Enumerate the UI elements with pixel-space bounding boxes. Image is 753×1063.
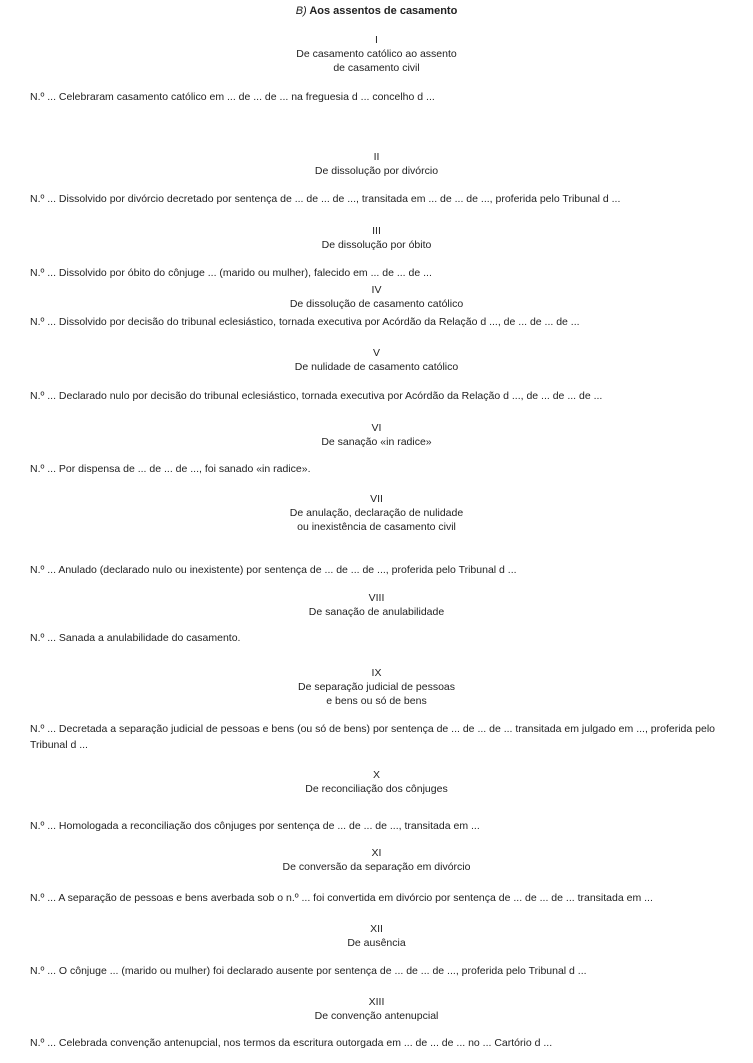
section-heading-line: De anulação, declaração de nulidade [289,507,464,519]
section-numeral: VI [371,422,382,434]
title-text: Aos assentos de casamento [309,5,458,17]
section-text: N.º ... A separação de pessoas e bens averbada sob o n.º ... foi convertida em divórcio por sentença de ... de ... de ... transitada em ... [30,892,653,904]
section-heading-line: ou inexistência de casamento civil [297,521,456,533]
section-text: N.º ... Declarado nulo por decisão do tribunal eclesiástico, tornada executiva por Acórdão da Relação d ..., de ... de ... de ... [30,390,603,402]
section-numeral: IV [371,284,382,296]
section-heading [0,922,753,950]
section-heading-line: De sanação de anulabilidade [308,606,445,618]
section-heading-line: De conversão da separação em divórcio [282,861,471,873]
section-numeral: XIII [368,996,385,1008]
section-heading-line: De nulidade de casamento católico [294,361,459,373]
section-text: N.º ... O cônjuge ... (marido ou mulher) foi declarado ausente por sentença de ... de ... de ..., proferida pelo Tribunal d ... [30,965,587,977]
section-heading [0,421,753,449]
title-prefix: B) [295,5,307,17]
section-heading-line: De ausência [347,937,406,949]
section-text: N.º ... Dissolvido por divórcio decretado por sentença de ... de ... de ..., transitada em ... de ... de ..., proferida pelo Tribunal d ... [30,193,621,205]
section-numeral: II [373,151,380,163]
section-heading [0,492,753,534]
section-heading-line: De casamento católico ao assento [296,48,457,60]
section-heading [0,33,753,75]
section-heading-line: De reconciliação dos cônjuges [305,783,448,795]
section-heading [0,150,753,178]
section-heading [0,995,753,1023]
section-heading-line: De dissolução por óbito [321,239,432,251]
section-heading-line: De separação judicial de pessoas [297,681,455,693]
section-heading-line: De convenção antenupcial [314,1010,439,1022]
section-text: N.º ... Dissolvido por decisão do tribunal eclesiástico, tornada executiva por Acórdão da Relação d ..., de ... de ... de ... [30,316,580,328]
section-numeral: VII [370,493,383,505]
section-text: N.º ... Anulado (declarado nulo ou inexistente) por sentença de ... de ... de ..., proferida pelo Tribunal d ... [30,564,517,576]
section-heading-line: De sanação «in radice» [321,436,432,448]
section-heading [0,283,753,311]
section-numeral: I [375,34,378,46]
section-text: N.º ... Celebrada convenção antenupcial, nos termos da escritura outorgada em ... de ... de ... no ... Cartório d ... [30,1037,553,1049]
document-title [0,4,753,18]
section-heading [0,666,753,708]
section-heading-line: de casamento civil [333,62,420,74]
section-numeral: XII [370,923,383,935]
section-numeral: IX [371,667,382,679]
section-text: N.º ... Por dispensa de ... de ... de ..., foi sanado «in radice». [30,463,311,475]
section-heading-line: e bens ou só de bens [326,695,427,707]
section-numeral: X [372,769,380,781]
section-heading [0,346,753,374]
section-text: N.º ... Homologada a reconciliação dos cônjuges por sentença de ... de ... de ..., transitada em ... [30,820,480,832]
section-heading [0,768,753,796]
section-heading [0,224,753,252]
section-numeral: XI [371,847,382,859]
section-heading-line: De dissolução de casamento católico [289,298,464,310]
section-heading-line: De dissolução por divórcio [314,165,439,177]
section-text: N.º ... Decretada a separação judicial de pessoas e bens (ou só de bens) por sentença de ... de ... de ... transitada em julgado em ..., proferida pelo Tribunal d ... [30,723,715,751]
section-text: N.º ... Dissolvido por óbito do cônjuge ... (marido ou mulher), falecido em ... de ... de ... [30,267,432,279]
section-heading [0,846,753,874]
section-numeral: VIII [368,592,385,604]
section-text: N.º ... Celebraram casamento católico em ... de ... de ... na freguesia d ... concelho d ... [30,91,435,103]
section-numeral: III [372,225,381,237]
section-heading [0,591,753,619]
section-numeral: V [372,347,380,359]
section-text: N.º ... Sanada a anulabilidade do casamento. [30,632,241,644]
